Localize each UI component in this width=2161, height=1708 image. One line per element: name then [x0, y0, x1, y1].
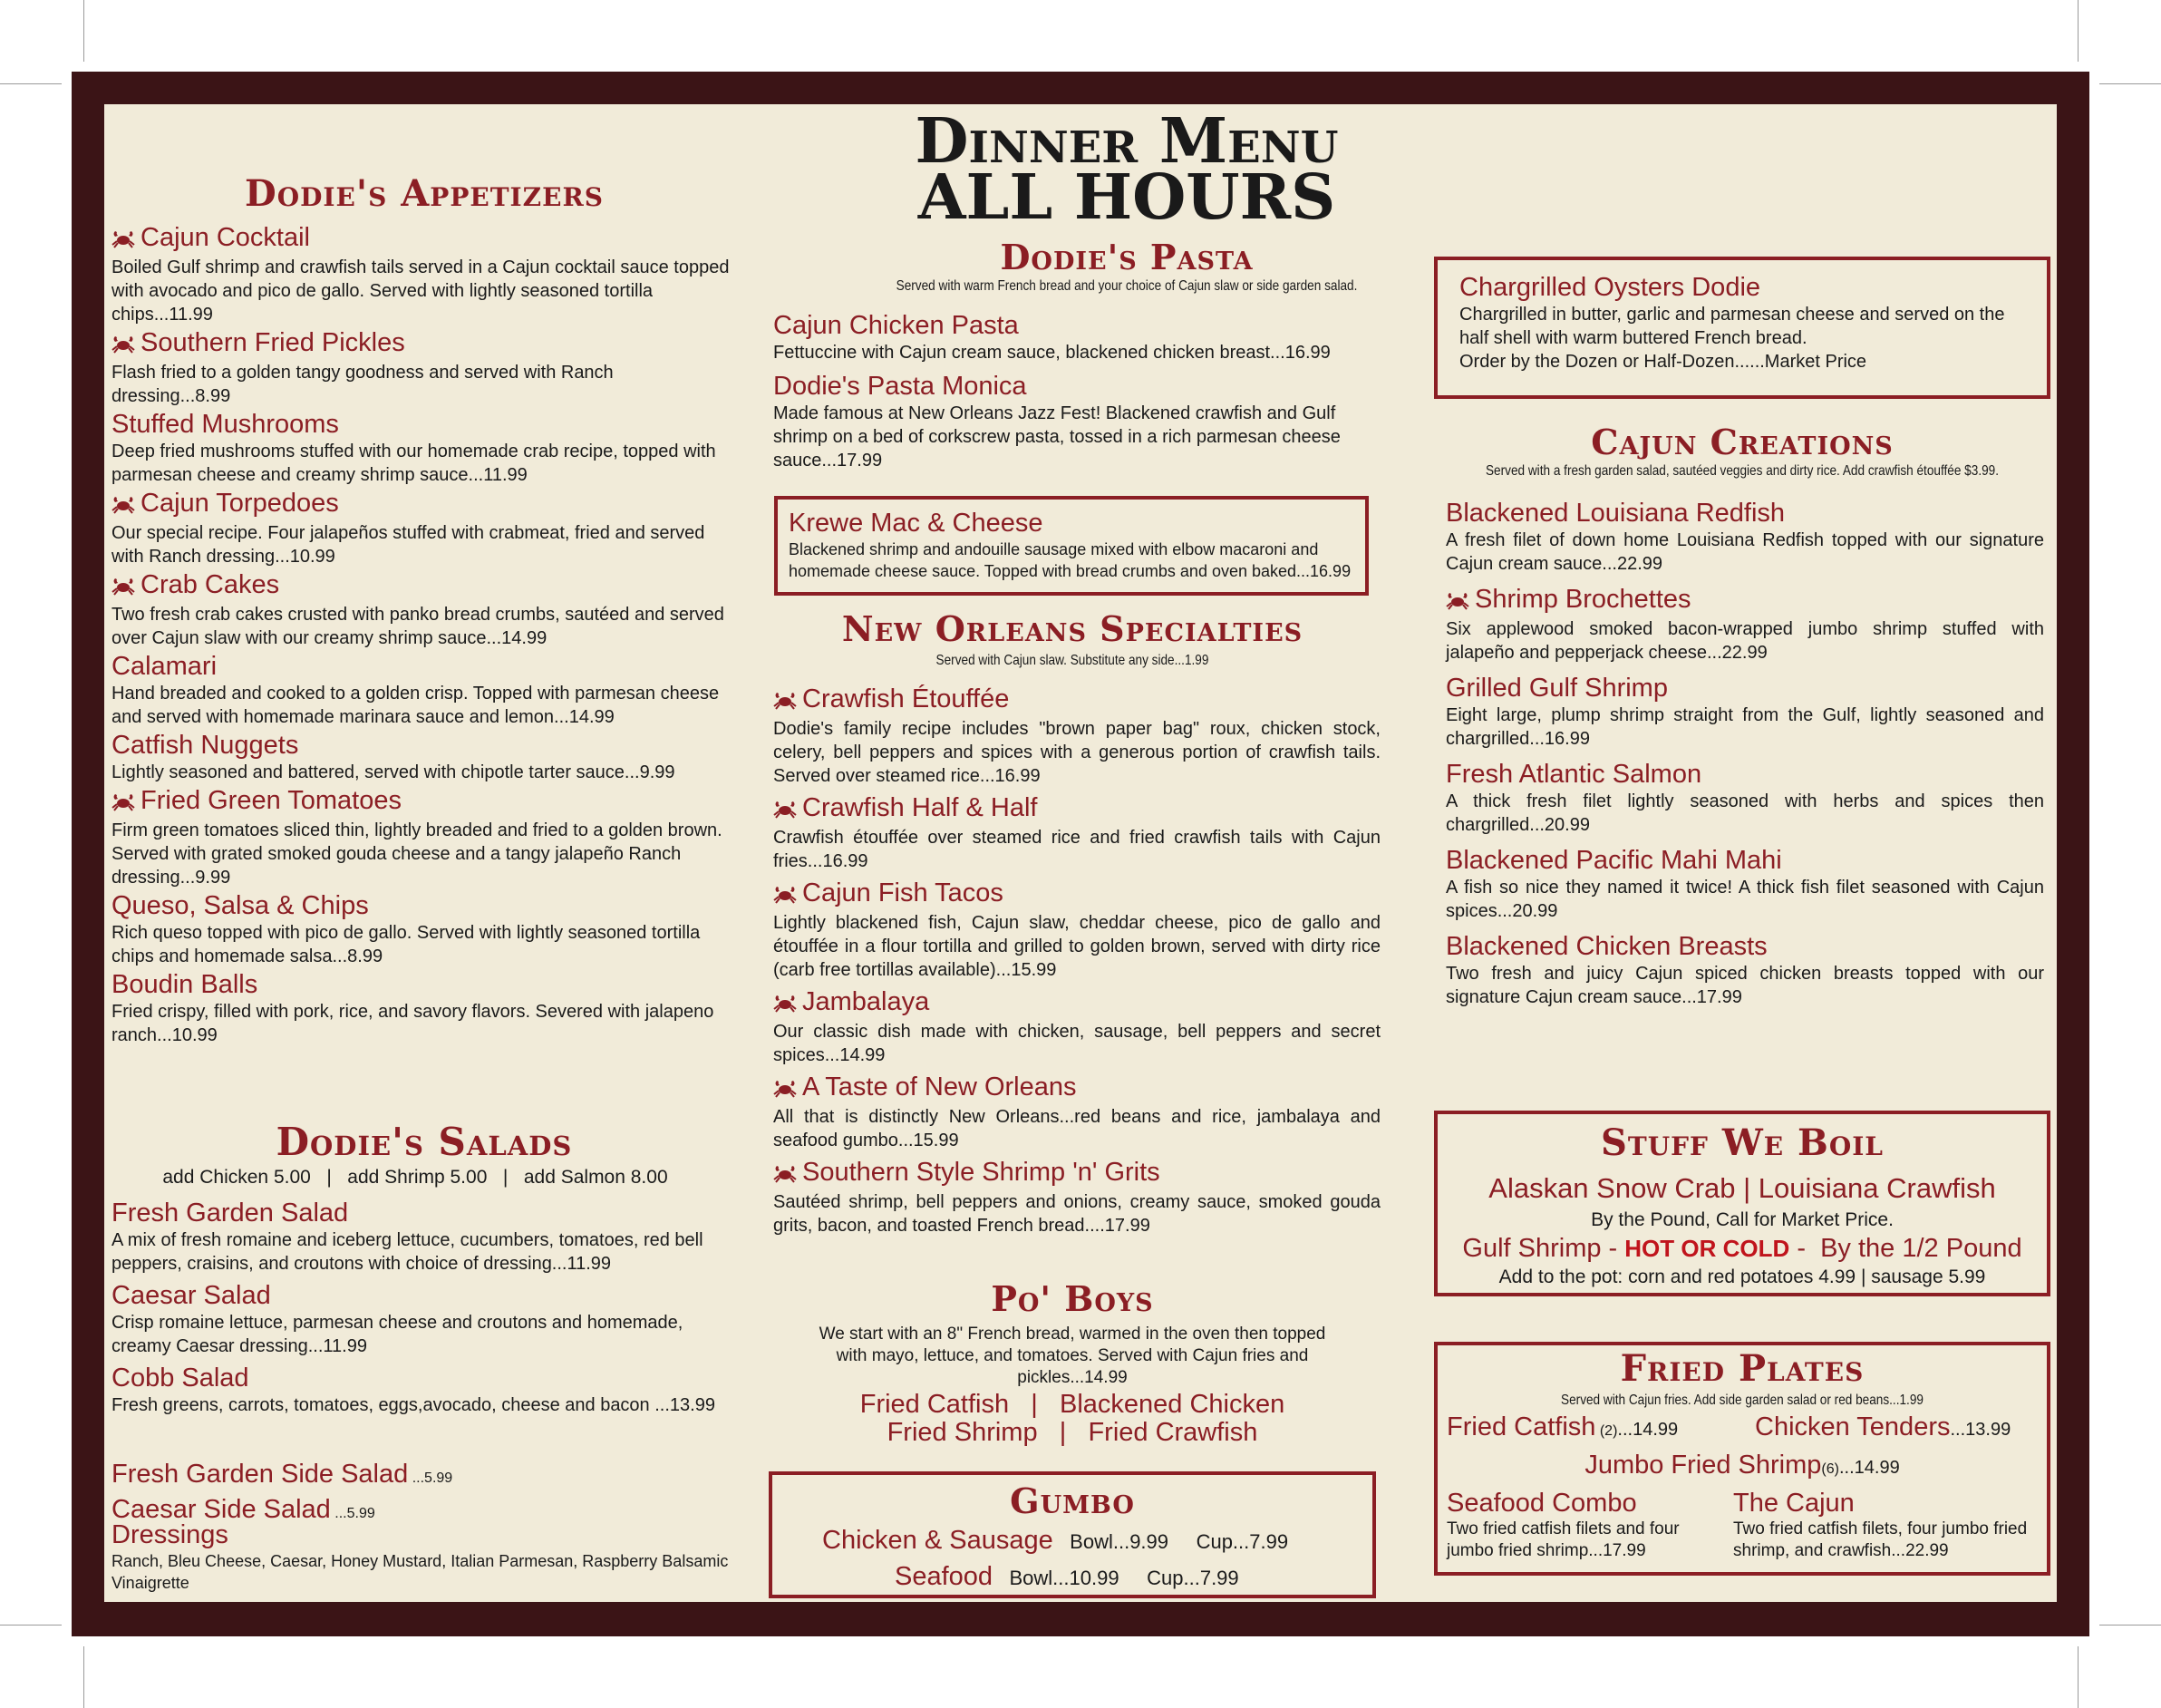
menu-item-name: [1446, 585, 2044, 617]
menu-item-description: Our special recipe. Four jalapeños stuffed with crabmeat, fried and served with Ranch dressing...10.99: [111, 523, 705, 567]
creations-note: Served with a fresh garden salad, sautéed veggies and dirty rice. Add crawfish étouffée $3.99.: [1485, 463, 1999, 479]
menu-item-name: [111, 489, 737, 521]
chicken-tenders: [1755, 1412, 2011, 1442]
menu-item-name: [1446, 932, 2044, 962]
menu-item-name: [111, 652, 737, 682]
side-salad-price: ...5.99: [412, 1470, 453, 1486]
gumbo-name: Seafood: [895, 1562, 993, 1591]
menu-item-name: [773, 311, 1381, 341]
menu-item: [111, 891, 737, 968]
menu-item-description: Fried crispy, filled with pork, rice, and savory flavors. Severed with jalapeno ranch...10.99: [111, 1002, 714, 1045]
menu-item: [111, 731, 737, 784]
specialties-note: Served with Cajun slaw. Substitute any side...1.99: [935, 653, 1209, 668]
crab-icon: [773, 1075, 797, 1105]
crop-mark: [0, 1625, 62, 1626]
krewe-box: [774, 496, 1369, 596]
pasta-note: Served with warm French bread and your choice of Cajun slaw or side garden salad.: [896, 278, 1358, 294]
fried-box: [1434, 1342, 2050, 1576]
menu-item-description: Our classic dish made with chicken, sausage, bell peppers and secret spices...14.99: [773, 1022, 1381, 1065]
menu-item-label: Grilled Gulf Shrimp: [1446, 674, 1668, 703]
side-salad-1: [111, 1460, 737, 1490]
menu-item: [1446, 499, 2044, 576]
boil-line1: Alaskan Snow Crab | Louisiana Crawfish: [1488, 1172, 1996, 1204]
chicken-tenders-name: Chicken Tenders: [1755, 1412, 1951, 1441]
menu-page: [104, 104, 2057, 1602]
menu-item-label: Blackened Pacific Mahi Mahi: [1446, 846, 1782, 875]
menu-item-label: Jambalaya: [802, 987, 930, 1016]
menu-item-name: [111, 1363, 737, 1393]
menu-item-label: A Taste of New Orleans: [802, 1072, 1077, 1101]
hot-or-cold: HOT OR COLD: [1624, 1235, 1790, 1262]
seafood-combo-desc: Two fried catfish filets and four jumbo fried shrimp...17.99: [1447, 1519, 1680, 1560]
menu-item-name: [1446, 846, 2044, 876]
krewe-desc: Blackened shrimp and andouille sausage mixed with elbow macaroni and homemade cheese sauce. Topped with bread crumbs and oven baked...16.99: [789, 540, 1352, 580]
gumbo-row: [822, 1526, 1366, 1556]
menu-item-description: Flash fried to a golden tangy goodness and served with Ranch dressing...8.99: [111, 363, 614, 406]
menu-item: [1446, 585, 2044, 665]
poboys-title: Po' Boys: [991, 1278, 1154, 1319]
seafood-combo-name: Seafood Combo: [1447, 1489, 1637, 1518]
menu-item-label: Cajun Cocktail: [141, 223, 310, 252]
menu-item-label: Fresh Atlantic Salmon: [1446, 760, 1702, 789]
fried-catfish-qty: (2): [1599, 1423, 1618, 1439]
crop-mark: [2078, 0, 2079, 62]
boil-box: [1434, 1111, 2050, 1296]
fried-catfish: [1447, 1412, 1678, 1442]
menu-item-label: Crab Cakes: [141, 570, 280, 599]
menu-item: [773, 311, 1381, 364]
menu-item-description: Six applewood smoked bacon-wrapped jumbo shrimp stuffed with jalapeño and pepperjack cheese...22.99: [1446, 619, 2044, 663]
menu-item-label: Calamari: [111, 652, 218, 681]
menu-item-description: Deep fried mushrooms stuffed with our homemade crab recipe, topped with parmesan cheese and creamy shrimp sauce...11.99: [111, 442, 716, 485]
menu-title-line2: ALL HOURS: [917, 161, 1336, 234]
boil-line4: Add to the pot: corn and red potatoes 4.99 | sausage 5.99: [1498, 1266, 1986, 1287]
pasta-title: Dodie's Pasta: [1000, 237, 1254, 277]
dressings: [111, 1520, 737, 1594]
menu-item-label: Southern Fried Pickles: [141, 328, 405, 357]
boil-shrimp: Gulf Shrimp -: [1462, 1234, 1625, 1263]
menu-item-name: [111, 1199, 737, 1228]
menu-item-name: [111, 786, 737, 819]
menu-item-label: Dodie's Pasta Monica: [773, 372, 1027, 401]
salad-addons: add Chicken 5.00 | add Shrimp 5.00 | add Salmon 8.00: [162, 1167, 668, 1188]
menu-item: [1446, 674, 2044, 751]
pasta-list: [773, 311, 1381, 480]
side-salad-name: Fresh Garden Side Salad: [111, 1460, 409, 1489]
chicken-tenders-price: ...13.99: [1950, 1420, 2011, 1440]
side-salad-name: Caesar Side Salad: [111, 1495, 331, 1524]
crab-icon: [111, 573, 135, 603]
menu-item-description: Hand breaded and cooked to a golden crisp. Topped with parmesan cheese and served with homemade marinara sauce and lemon...14.99: [111, 684, 720, 727]
menu-item-description: All that is distinctly New Orleans...red beans and rice, jambalaya and seafood gumbo...15.99: [773, 1107, 1381, 1150]
menu-item: [111, 1363, 737, 1417]
menu-item-name: [773, 987, 1381, 1020]
menu-item-label: Cajun Fish Tacos: [802, 878, 1003, 907]
jumbo-shrimp-qty: (6): [1821, 1461, 1839, 1477]
menu-item-label: Stuffed Mushrooms: [111, 410, 339, 439]
krewe-name: Krewe Mac & Cheese: [789, 509, 1043, 538]
oysters-box: [1434, 257, 2050, 399]
menu-item-name: [773, 793, 1381, 826]
menu-item: [111, 328, 737, 408]
menu-item-label: Catfish Nuggets: [111, 731, 299, 760]
menu-item-description: Boiled Gulf shrimp and crawfish tails served in a Cajun cocktail sauce topped with avocado and pico de gallo. Served with lightly seasoned tortilla chips...11.99: [111, 257, 730, 325]
menu-item-description: A fresh filet of down home Louisiana Redfish topped with our signature Cajun cream sauce...22.99: [1446, 530, 2044, 574]
crab-icon: [773, 1160, 797, 1190]
salads-title: Dodie's Salads: [276, 1120, 573, 1164]
gumbo-name: Chicken & Sausage: [822, 1526, 1053, 1555]
menu-item-label: Boudin Balls: [111, 970, 258, 999]
gumbo-title: Gumbo: [1010, 1480, 1135, 1521]
crab-icon: [1446, 587, 1469, 617]
menu-item-description: Two fresh and juicy Cajun spiced chicken breasts topped with our signature Cajun cream sauce...17.99: [1446, 964, 2044, 1007]
oysters-name: Chargrilled Oysters Dodie: [1459, 273, 1761, 302]
crop-mark: [2099, 83, 2161, 84]
menu-item-name: [111, 891, 737, 921]
menu-item-name: [773, 684, 1381, 717]
crab-icon: [773, 990, 797, 1020]
gumbo-prices: Bowl...9.99 Cup...7.99: [1070, 1530, 1289, 1553]
menu-item-name: [773, 1158, 1381, 1190]
menu-item-label: Southern Style Shrimp 'n' Grits: [802, 1158, 1160, 1187]
fried-catfish-name: Fried Catfish: [1447, 1412, 1596, 1441]
menu-item: [111, 410, 737, 487]
poboys-desc: We start with an 8" French bread, warmed in the oven then topped with mayo, lettuce, and tomatoes. Served with Cajun fries and pickles...14.99: [819, 1325, 1326, 1387]
menu-item-label: Crawfish Half & Half: [802, 793, 1038, 822]
menu-item: [773, 372, 1381, 472]
menu-item: [111, 1281, 737, 1358]
menu-item: [1446, 846, 2044, 923]
menu-item-name: [111, 410, 737, 440]
dressings-desc: Ranch, Bleu Cheese, Caesar, Honey Mustard, Italian Parmesan, Raspberry Balsamic Vinaigrette: [111, 1552, 729, 1592]
crop-mark: [2099, 1625, 2161, 1626]
menu-item-description: Fresh greens, carrots, tomatoes, eggs,avocado, cheese and bacon ...13.99: [111, 1395, 715, 1415]
menu-item-description: Crisp romaine lettuce, parmesan cheese and croutons and homemade, creamy Caesar dressing...11.99: [111, 1313, 683, 1356]
the-cajun: [1733, 1489, 2038, 1562]
menu-item-description: Crawfish étouffée over steamed rice and fried crawfish tails with Cajun fries...16.99: [773, 828, 1381, 871]
menu-item-name: [111, 223, 737, 256]
menu-item-name: [111, 570, 737, 603]
menu-item-name: [773, 1072, 1381, 1105]
menu-item: [773, 1158, 1381, 1237]
menu-item-description: Two fresh crab cakes crusted with panko bread crumbs, sautéed and served over Cajun slaw with our creamy shrimp sauce...14.99: [111, 605, 724, 648]
crab-icon: [773, 796, 797, 826]
fried-note: Served with Cajun fries. Add side garden salad or red beans...1.99: [1561, 1393, 1924, 1408]
menu-item-label: Cajun Chicken Pasta: [773, 311, 1019, 340]
menu-item-label: Fried Green Tomatoes: [141, 786, 402, 815]
jumbo-shrimp-price: ...14.99: [1838, 1458, 1900, 1478]
the-cajun-name: The Cajun: [1733, 1489, 1855, 1518]
boil-title: Stuff We Boil: [1601, 1121, 1884, 1164]
gumbo-prices: Bowl...10.99 Cup...7.99: [1009, 1567, 1239, 1589]
menu-item: [773, 878, 1381, 982]
menu-title-line1: Dinner Menu: [915, 105, 1339, 178]
menu-item-label: Fresh Garden Salad: [111, 1199, 349, 1228]
oysters-order: Order by the Dozen or Half-Dozen......Market Price: [1459, 352, 1867, 372]
menu-item-description: Sautéed shrimp, bell peppers and onions, creamy sauce, smoked gouda grits, bacon, and toasted French bread....17.99: [773, 1192, 1381, 1236]
menu-item-description: Lightly blackened fish, Cajun slaw, cheddar cheese, pico de gallo and étouffée in a flour tortilla and grilled to golden brown, served with dirty rice (carb free tortillas available)...15.99: [773, 913, 1381, 980]
poboys-line1: Fried Catfish | Blackened Chicken: [859, 1390, 1285, 1419]
menu-item-name: [773, 878, 1381, 911]
crab-icon: [111, 491, 135, 521]
boil-line2: By the Pound, Call for Market Price.: [1591, 1209, 1894, 1230]
dressings-name: Dressings: [111, 1520, 228, 1549]
menu-item-label: Cobb Salad: [111, 1363, 249, 1393]
crab-icon: [111, 331, 135, 361]
creations-list: [1446, 499, 2044, 1018]
menu-item-description: A fish so nice they named it twice! A thick fish filet seasoned with Cajun spices...20.99: [1446, 878, 2044, 921]
menu-item-description: Lightly seasoned and battered, served with chipotle tarter sauce...9.99: [111, 762, 675, 782]
fried-catfish-price: ...14.99: [1617, 1420, 1679, 1440]
jumbo-shrimp: [1438, 1451, 2047, 1480]
specialties-title: New Orleans Specialties: [841, 608, 1303, 649]
menu-item-description: Fettuccine with Cajun cream sauce, blackened chicken breast...16.99: [773, 343, 1331, 363]
fried-title: Fried Plates: [1620, 1347, 1865, 1390]
menu-item-label: Caesar Salad: [111, 1281, 271, 1310]
crab-icon: [773, 687, 797, 717]
menu-item: [1446, 932, 2044, 1009]
crab-icon: [773, 881, 797, 911]
menu-item: [1446, 760, 2044, 837]
crab-icon: [111, 789, 135, 819]
menu-item-name: [1446, 674, 2044, 704]
menu-item-description: Dodie's family recipe includes "brown paper bag" roux, chicken stock, celery, bell peppers and spices with a generous portion of crawfish tails. Served over steamed rice...16.99: [773, 719, 1381, 786]
appetizers-list: [111, 223, 737, 1049]
menu-item-name: [1446, 499, 2044, 529]
menu-item-label: Queso, Salsa & Chips: [111, 891, 369, 920]
side-salad-price: ...5.99: [334, 1506, 375, 1521]
menu-item-name: [111, 731, 737, 761]
menu-item-label: Blackened Chicken Breasts: [1446, 932, 1768, 961]
menu-item: [111, 652, 737, 729]
menu-item: [111, 1199, 737, 1276]
creations-title: Cajun Creations: [1591, 422, 1894, 462]
crop-mark: [0, 83, 62, 84]
gumbo-box: [769, 1471, 1376, 1598]
menu-item-description: Made famous at New Orleans Jazz Fest! Blackened crawfish and Gulf shrimp on a bed of corkscrew pasta, tossed in a rich parmesan cheese sauce...17.99: [773, 403, 1341, 471]
menu-title: [769, 105, 1485, 234]
appetizers-title: Dodie's Appetizers: [245, 172, 604, 215]
menu-item: [773, 684, 1381, 788]
menu-item-name: [111, 1281, 737, 1311]
menu-item: [773, 987, 1381, 1067]
menu-item-description: A thick fresh filet lightly seasoned with herbs and spices then chargrilled...20.99: [1446, 791, 2044, 835]
menu-item: [111, 489, 737, 568]
jumbo-shrimp-name: Jumbo Fried Shrimp: [1584, 1451, 1822, 1480]
oysters-desc: Chargrilled in butter, garlic and parmesan cheese and served on the half shell with warm buttered French bread.: [1459, 305, 2005, 348]
menu-item-label: Blackened Louisiana Redfish: [1446, 499, 1786, 528]
menu-item-description: Eight large, plump shrimp straight from the Gulf, lightly seasoned and chargrilled...16.99: [1446, 705, 2044, 749]
menu-item-label: Shrimp Brochettes: [1475, 585, 1691, 614]
crop-mark: [2078, 1646, 2079, 1708]
menu-item: [773, 1072, 1381, 1152]
menu-item-name: [1446, 760, 2044, 790]
menu-item-label: Cajun Torpedoes: [141, 489, 339, 518]
menu-item-name: [773, 372, 1381, 402]
boil-shrimp-measure: - By the 1/2 Pound: [1789, 1234, 2022, 1263]
salads-list: [111, 1199, 737, 1422]
menu-item-name: [111, 970, 737, 1000]
the-cajun-desc: Two fried catfish filets, four jumbo fried shrimp, and crawfish...22.99: [1733, 1519, 2028, 1560]
crop-mark: [83, 1646, 84, 1708]
boil-line3: [1438, 1234, 2047, 1264]
menu-item: [111, 570, 737, 650]
specialties-list: [773, 684, 1381, 1243]
menu-item-label: Crawfish Étouffée: [802, 684, 1010, 713]
menu-item-name: [111, 328, 737, 361]
menu-item: [111, 970, 737, 1047]
crop-mark: [83, 0, 84, 62]
menu-item: [111, 223, 737, 326]
seafood-combo: [1447, 1489, 1719, 1562]
poboys-line2: Fried Shrimp | Fried Crawfish: [887, 1418, 1258, 1447]
menu-item: [111, 786, 737, 889]
crab-icon: [111, 226, 135, 256]
menu-item-description: Firm green tomatoes sliced thin, lightly breaded and fried to a golden brown. Served with grated smoked gouda cheese and a tangy jalapeño Ranch dressing...9.99: [111, 820, 722, 888]
gumbo-row: [895, 1562, 1366, 1592]
menu-item-description: A mix of fresh romaine and iceberg lettuce, cucumbers, tomatoes, red bell peppers, craisins, and croutons with choice of dressing...11.99: [111, 1230, 703, 1274]
menu-item: [773, 793, 1381, 873]
menu-item-description: Rich queso topped with pico de gallo. Served with lightly seasoned tortilla chips and homemade salsa...8.99: [111, 923, 701, 966]
